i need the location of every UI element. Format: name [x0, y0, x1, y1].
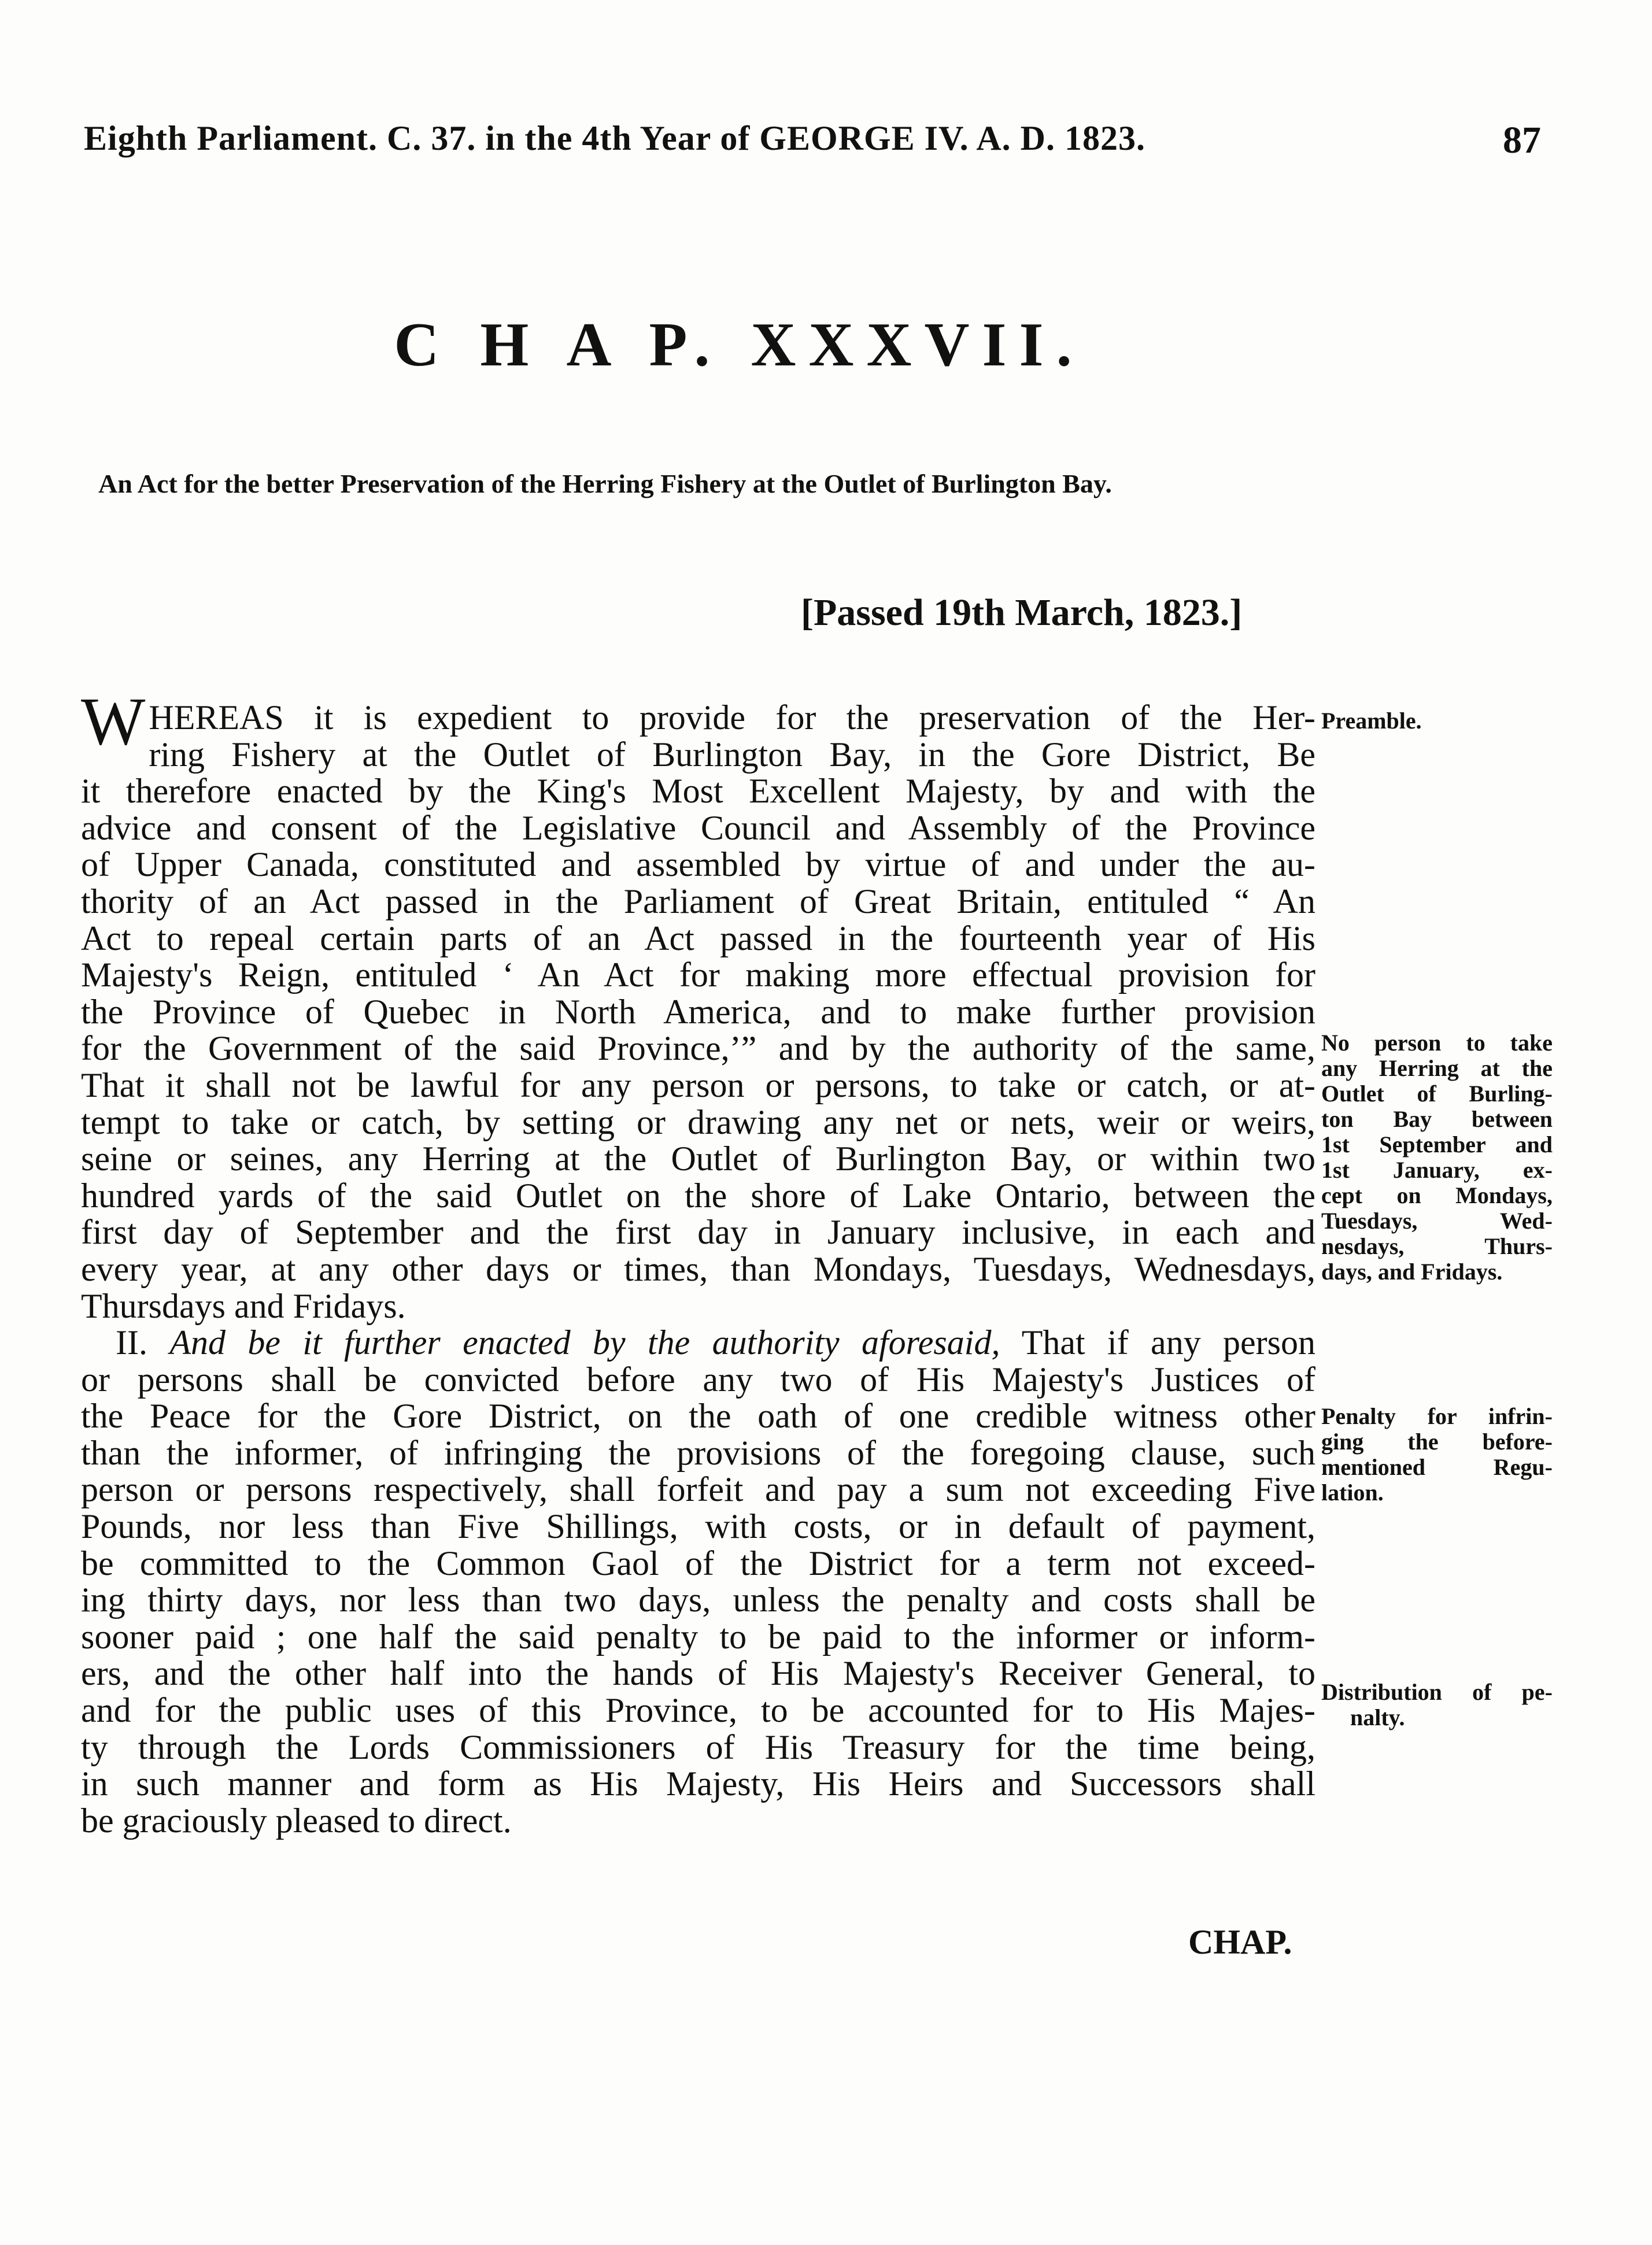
- margin-note-line: days, and Fridays.: [1321, 1259, 1503, 1285]
- drop-cap: W: [81, 683, 146, 759]
- text-line: thority of an Act passed in the Parliament of Great Britain, entituled “ An: [81, 882, 1315, 920]
- text-line: for the Government of the said Province,’” and by the authority of the same,: [81, 1029, 1315, 1068]
- act-title: An Act for the better Preservation of the Herring Fishery at the Outlet of Burlington Bay.: [98, 469, 1112, 498]
- text-line: tempt to take or catch, by setting or drawing any net or nets, weir or weirs,: [81, 1103, 1315, 1141]
- text-line: HEREAS it is expedient to provide for the preservation of the Her-: [149, 698, 1315, 737]
- margin-note-line: No person to take: [1321, 1030, 1553, 1056]
- text-line: ers, and the other half into the hands of His Majesty's Receiver General, to: [81, 1654, 1315, 1693]
- enacting-clause: And be it further enacted by the authority aforesaid,: [169, 1323, 1000, 1362]
- text-line: Thursdays and Fridays.: [81, 1286, 406, 1325]
- act-body: [81, 683, 1316, 1840]
- text-line: in such manner and form as His Majesty, His Heirs and Successors shall: [81, 1765, 1315, 1803]
- section-2-paragraph: [81, 1325, 1315, 1839]
- margin-note-no-person: [1321, 1030, 1553, 1285]
- text-line: be committed to the Common Gaol of the District for a term not exceed-: [81, 1544, 1315, 1582]
- text-line: Act to repeal certain parts of an Act passed in the fourteenth year of His: [81, 919, 1315, 957]
- margin-note-distribution: [1321, 1680, 1553, 1730]
- chapter-heading: C H A P. XXXVII.: [394, 310, 1085, 379]
- text-line: sooner paid ; one half the said penalty to be paid to the informer or inform-: [81, 1617, 1315, 1656]
- text-line: the Peace for the Gore District, on the oath of one credible witness other: [81, 1397, 1315, 1436]
- margin-note-line: mentioned Regu-: [1321, 1454, 1553, 1480]
- text-line: it therefore enacted by the King's Most Excellent Majesty, by and with the: [81, 772, 1315, 811]
- margin-note-preamble: [1321, 708, 1553, 734]
- section-1-paragraph: [81, 683, 1315, 1325]
- margin-note-line: lation.: [1321, 1480, 1384, 1506]
- margin-note-line: Penalty for infrin-: [1321, 1403, 1553, 1429]
- running-header: [84, 119, 1541, 165]
- margin-note-line: nalty.: [1350, 1704, 1405, 1730]
- text-line: person or persons respectively, shall forfeit and pay a sum not exceeding Five: [81, 1470, 1315, 1509]
- catchword: CHAP.: [1188, 1923, 1292, 1961]
- section-number: II.: [116, 1323, 147, 1362]
- margin-note-line: Distribution of pe-: [1321, 1679, 1553, 1705]
- margin-note-line: ton Bay between: [1321, 1106, 1553, 1132]
- margin-note-penalty: [1321, 1404, 1553, 1506]
- text-line: ing thirty days, nor less than two days, unless the penalty and costs shall be: [81, 1581, 1315, 1619]
- text-line: Pounds, nor less than Five Shillings, with costs, or in default of payment,: [81, 1507, 1315, 1546]
- margin-note-line: ging the before-: [1321, 1429, 1553, 1455]
- running-title: Eighth Parliament. C. 37. in the 4th Year of GEORGE IV. A. D. 1823.: [84, 119, 1145, 157]
- text-line: and for the public uses of this Province, to be accounted for to His Majes-: [81, 1691, 1315, 1730]
- passed-date: [Passed 19th March, 1823.]: [801, 591, 1243, 634]
- margin-note-line: nesdays, Thurs-: [1321, 1233, 1553, 1259]
- margin-note-line: Tuesdays, Wed-: [1321, 1208, 1553, 1234]
- margin-note-line: 1st September and: [1321, 1131, 1553, 1157]
- section-2-first-line: [81, 1325, 1315, 1362]
- text-line: Majesty's Reign, entituled ‘ An Act for making more effectual provision for: [81, 956, 1315, 994]
- text-line: first day of September and the first day in January inclusive, in each and: [81, 1213, 1315, 1252]
- text-line: ty through the Lords Commissioners of His Treasury for the time being,: [81, 1728, 1315, 1766]
- text-line: That it shall not be lawful for any person or persons, to take or catch, or at-: [81, 1066, 1315, 1104]
- text-line: or persons shall be convicted before any two of His Majesty's Justices of: [81, 1360, 1315, 1399]
- text-line: of Upper Canada, constituted and assembled by virtue of and under the au-: [81, 845, 1315, 884]
- text-line: every year, at any other days or times, than Mondays, Tuesdays, Wednesdays,: [81, 1249, 1315, 1288]
- text-line: advice and consent of the Legislative Council and Assembly of the Province: [81, 808, 1315, 847]
- text-line: be graciously pleased to direct.: [81, 1801, 512, 1840]
- text-line: ring Fishery at the Outlet of Burlington Bay, in the Gore District, Be: [149, 735, 1315, 774]
- text-line: seine or seines, any Herring at the Outlet of Burlington Bay, or within two: [81, 1140, 1315, 1178]
- text-line: hundred yards of the said Outlet on the shore of Lake Ontario, between the: [81, 1176, 1315, 1215]
- text-line: the Province of Quebec in North America, and to make further provision: [81, 992, 1315, 1031]
- text-fragment: That if any person: [1021, 1323, 1316, 1362]
- page-number: 87: [1503, 119, 1541, 161]
- margin-note-line: Outlet of Burling-: [1321, 1081, 1553, 1107]
- margin-note-line: Preamble.: [1321, 708, 1422, 734]
- margin-note-line: 1st January, ex-: [1321, 1157, 1553, 1183]
- text-line: than the informer, of infringing the provisions of the foregoing clause, such: [81, 1433, 1315, 1472]
- margin-note-line: cept on Mondays,: [1321, 1182, 1553, 1208]
- margin-note-line: any Herring at the: [1321, 1055, 1553, 1081]
